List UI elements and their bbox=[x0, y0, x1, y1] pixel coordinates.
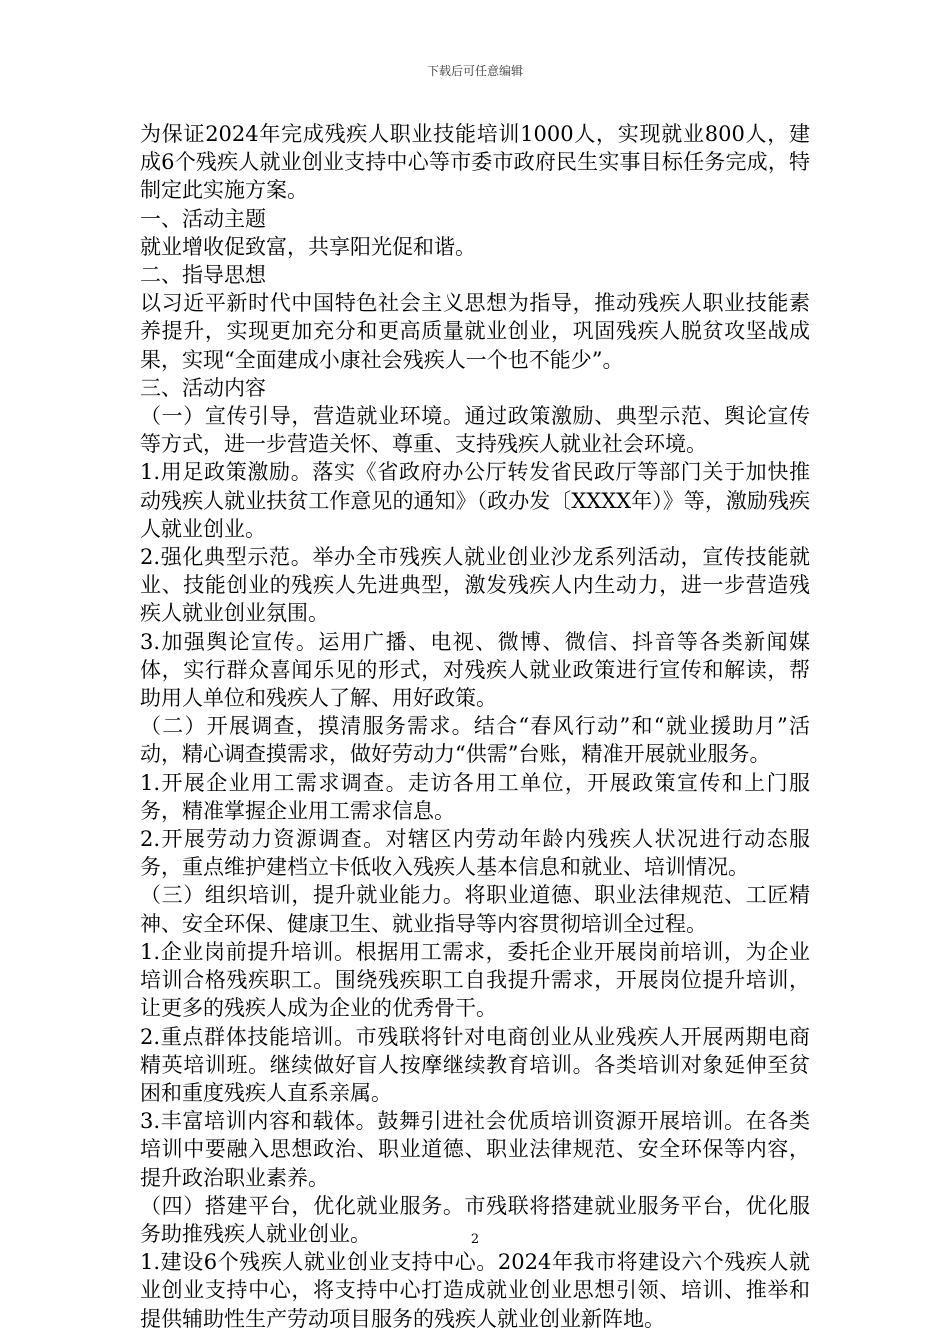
intro-paragraph: 为保证2024年完成残疾人职业技能培训1000人，实现就业800人，建成6个残疾人就业创业支持中心等市委市政府民生实事目标任务完成，特制定此实施方案。 bbox=[140, 122, 810, 203]
subsection-survey: （二）开展调查，摸清服务需求。结合“春风行动”和“就业援助月”活动，精心调查摸需求，做好劳动力“供需”台账，精准开展就业服务。 bbox=[140, 714, 810, 767]
guiding-thought-paragraph: 以习近平新时代中国特色社会主义思想为指导，推动残疾人职业技能素养提升，实现更加充分和更高质量就业创业，巩固残疾人脱贫攻坚战成果，实现“全面建成小康社会残疾人一个也不能少”。 bbox=[140, 291, 810, 372]
document-body bbox=[140, 120, 810, 1333]
subsection-training: （三）组织培训，提升就业能力。将职业道德、职业法律规范、工匠精神、安全环保、健康卫生、就业指导等内容贯彻培训全过程。 bbox=[140, 883, 810, 936]
page-header: 下载后可任意编辑 bbox=[426, 64, 523, 78]
item-training-content: 3.丰富培训内容和载体。鼓舞引进社会优质培训资源开展培训。在各类培训中要融入思想政治、职业道德、职业法律规范、安全环保等内容，提升政治职业素养。 bbox=[140, 1109, 810, 1190]
item-enterprise-survey: 1.开展企业用工需求调查。走访各用工单位，开展政策宣传和上门服务，精准掌握企业用工需求信息。 bbox=[140, 770, 810, 823]
item-labor-survey: 2.开展劳动力资源调查。对辖区内劳动年龄内残疾人状况进行动态服务，重点维护建档立卡低收入残疾人基本信息和就业、培训情况。 bbox=[140, 827, 810, 880]
item-group-training: 2.重点群体技能培训。市残联将针对电商创业从业残疾人开展两期电商精英培训班。继续做好盲人按摩继续教育培训。各类培训对象延伸至贫困和重度残疾人直系亲属。 bbox=[140, 1024, 810, 1105]
page-number: 2 bbox=[470, 1232, 480, 1247]
section-heading-activity-content: 三、活动内容 bbox=[140, 375, 266, 400]
theme-paragraph: 就业增收促致富，共享阳光促和谐。 bbox=[140, 234, 476, 259]
item-typical-demonstration: 2.强化典型示范。举办全市残疾人就业创业沙龙系列活动，宣传技能就业、技能创业的残疾人先进典型，激发残疾人内生动力，进一步营造残疾人就业创业氛围。 bbox=[140, 545, 810, 626]
section-heading-guiding-thought: 二、指导思想 bbox=[140, 263, 266, 288]
item-pre-job-training: 1.企业岗前提升培训。根据用工需求，委托企业开展岗前培训，为企业培训合格残疾职工。围绕残疾职工自我提升需求，开展岗位提升培训，让更多的残疾人成为企业的优秀骨干。 bbox=[140, 939, 810, 1021]
item-public-opinion: 3.加强舆论宣传。运用广播、电视、微博、微信、抖音等各类新闻媒体，实行群众喜闻乐见的形式，对残疾人就业政策进行宣传和解读，帮助用人单位和残疾人了解、用好政策。 bbox=[140, 629, 810, 711]
section-heading-theme: 一、活动主题 bbox=[140, 206, 266, 231]
item-policy-incentive: 1.用足政策激励。落实《省政府办公厅转发省民政厅等部门关于加快推动残疾人就业扶贫工作意见的通知》（政办发〔XXXX年）》等，激励残疾人就业创业。 bbox=[140, 460, 810, 541]
subsection-publicity: （一）宣传引导，营造就业环境。通过政策激励、典型示范、舆论宣传等方式，进一步营造关怀、尊重、支持残疾人就业社会环境。 bbox=[140, 404, 810, 457]
subsection-platform: （四）搭建平台，优化就业服务。市残联将搭建就业服务平台，优化服务助推残疾人就业创业。 bbox=[140, 1193, 810, 1246]
item-support-centers: 1.建设6个残疾人就业创业支持中心。2024年我市将建设六个残疾人就业创业支持中心，将支持中心打造成就业创业思想引领、培训、推举和提供辅助性生产劳动项目服务的残疾人就业创业新阵地。 bbox=[140, 1250, 810, 1331]
